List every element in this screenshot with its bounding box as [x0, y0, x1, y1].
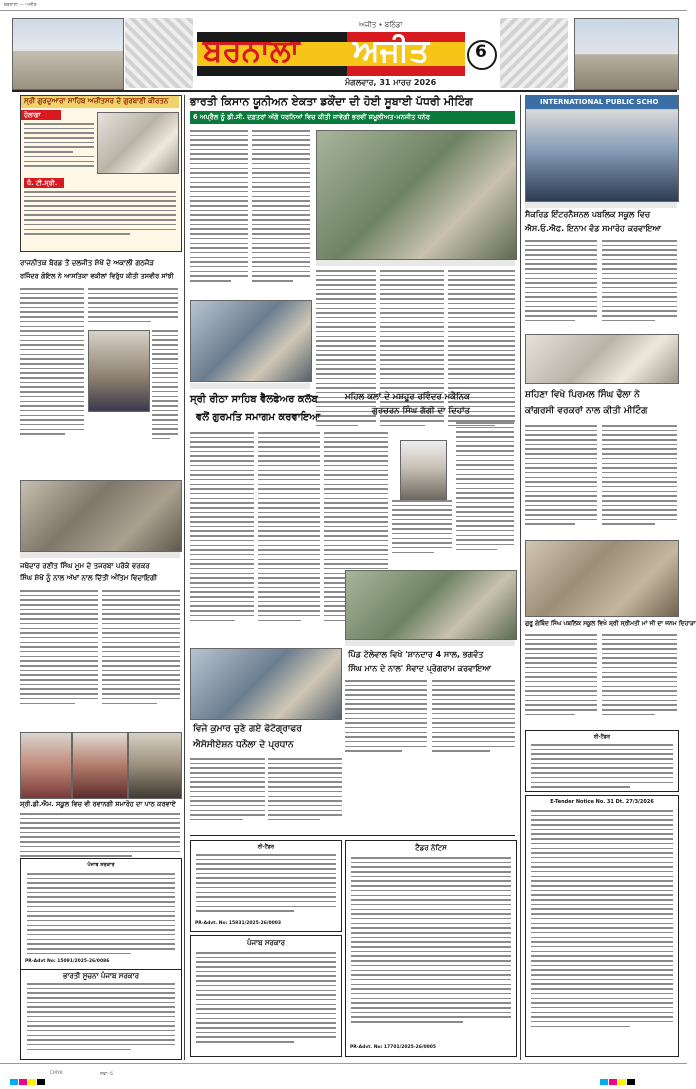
ad1-divider	[21, 969, 181, 970]
yellow-swatch	[28, 1079, 36, 1085]
rithe-headline-2: ਵਲੋਂ ਗੁਰਮਤਿ ਸਮਾਗਮ ਕਰਵਾਇਆ	[196, 412, 321, 423]
magenta-swatch-right	[609, 1079, 617, 1085]
masthead-ornament-left	[125, 18, 193, 88]
ad5-text	[531, 744, 673, 788]
congress-photo	[525, 540, 679, 617]
column-divider-2	[520, 95, 521, 1060]
ad2-title: ਪੰਜਾਬ ਸਰਕਾਰ	[246, 939, 285, 947]
page-number: 6	[475, 42, 487, 62]
vijay-headline-1: ਵਿਜੇ ਕੁਮਾਰ ਚੁਣੇ ਗਏ ਫੋਟੋਗ੍ਰਾਫਰ	[193, 724, 302, 734]
cyan-swatch-right	[600, 1079, 608, 1085]
main-meeting-photo	[316, 130, 517, 260]
yellow-swatch-right	[618, 1079, 626, 1085]
gurbani-box-text	[24, 191, 176, 246]
mehal-text-1	[392, 500, 452, 560]
cyan-swatch	[10, 1079, 18, 1085]
wedding-photo-1	[20, 732, 72, 799]
pind-text-2	[432, 680, 515, 760]
obituary-portrait	[400, 440, 447, 500]
funeral-caption	[20, 552, 180, 558]
main-headline: ਭਾਰਤੀ ਕਿਸਾਨ ਯੂਨੀਅਨ ਏਕਤਾ ਡਕੌਂਦਾ ਦੀ ਹੋਈ ਸੂਬਾਈ ਪੱਧਰੀ ਮੀਟਿੰਗ	[190, 95, 473, 108]
masthead-ornament-right	[500, 18, 568, 88]
pind-photo	[345, 570, 517, 640]
congress-headline-1: ਸ਼ਹਿਣਾ ਵਿਖੇ ਪਿਰਮਲ ਸਿੰਘ ਢੌਲਾ ਨੇ	[525, 390, 640, 400]
school-event-photo	[525, 334, 679, 384]
wedding-photo-2	[72, 732, 128, 799]
pind-text-1	[345, 680, 427, 760]
guru-headline: ਗੁਰੂ ਗੋਬਿੰਦ ਸਿੰਘ ਪਬਲਿਕ ਸਕੂਲ ਵਿਖੇ ਸ਼੍ਰੀ ਸ੍ਰੀਮਤੀ ਮਾਂ ਜੀ ਦਾ ਜਨਮ ਦਿਹਾੜਾ	[525, 620, 696, 627]
gurbani-subhead: ਹੋਲਾਗਾ	[24, 111, 41, 119]
guru-text-2	[602, 634, 677, 724]
school-text-1	[525, 240, 597, 330]
congress-text-1	[525, 425, 597, 535]
jathedar-headline: ਜਥੇਦਾਰ ਰਣੀਤ ਸਿੰਘ ਮੂਮ ਦੇ ਤਜਰਬਾ ਪਰੋਕੇ ਵਰਕਰ	[20, 562, 150, 570]
ad3-title: ਈ-ਟੈਂਡਰ	[257, 844, 275, 850]
mehal-headline-2: ਗੁਰਚਰਨ ਸਿੰਘ ਗੱਗੀ ਦਾ ਦਿਹਾਂਤ	[372, 406, 470, 416]
sekhon-text-2	[88, 288, 178, 326]
photographers-photo	[190, 648, 342, 720]
main-photo-caption	[316, 260, 515, 266]
ad6-title: E-Tender Notice No. 31 Dt. 27/3/2026	[550, 799, 654, 805]
footer-page-label: ਸਫਾ: 6	[100, 1072, 114, 1077]
footer-cmyk-label: CMYK	[50, 1071, 63, 1076]
vijay-headline-2: ਐਸੋਸੀਏਸ਼ਨ ਧਨੌਲਾ ਦੇ ਪ੍ਰਧਾਨ	[193, 740, 294, 750]
black-swatch-right	[627, 1079, 635, 1085]
ad-punjab-govt-2	[190, 935, 342, 1057]
ad1-text	[27, 873, 175, 958]
school-headline-2: ਐਸ.ਓ.ਐਫ. ਇਨਾਮ ਵੰਡ ਸਮਾਰੋਹ ਕਰਵਾਇਆ	[525, 224, 662, 233]
main-text-col-1	[190, 130, 248, 295]
supplement-label: ਅਜੀਤ • ਬਠਿੰਡਾ	[359, 21, 403, 29]
congress-text-2	[602, 425, 677, 535]
pind-headline-2: ਸਿੰਘ ਮਾਨ ਦੇ ਨਾਲ' ਸੰਵਾਦ ਪ੍ਰੋਗਰਾਮ ਕਰਵਾਇਆ	[348, 664, 492, 673]
sekhon-headline: ਰਾਜਨੀਤਕ ਬੋਰਡ ਤੋਂ ਦਲਜੀਤ ਸ਼ੇਖੋਂ ਦੇ ਅਕਾਲੀ ਗਠਜੋੜ	[20, 259, 154, 267]
sekhon-subhead: ਰਜਿੰਦਰ ਗੋਇਲ ਨੇ ਆਸਤਿਕਾ ਵਕੀਲਾਂ ਵਿਰੁੱਧ ਕੀਤੀ ਤਸਵੀਰ ਸਾਂਝੀ	[20, 272, 174, 280]
school-headline-1: ਸੈਕਰਿਡ ਇੰਟਰਨੈਸ਼ਨਲ ਪਬਲਿਕ ਸਕੂਲ ਵਿਚ	[525, 210, 651, 219]
pind-headline-1: ਪਿੰਡ ਟੱਲੇਵਾਲ ਵਿਖੇ 'ਸ਼ਾਨਦਾਰ 4 ਸਾਲ, ਭਗਵੰਤ	[348, 650, 484, 659]
sekhon-text	[20, 288, 84, 453]
school-text-2	[602, 240, 677, 330]
school-photo	[525, 95, 679, 202]
ad4-title: ਟੈਂਡਰ ਨੋਟਿਸ	[415, 844, 447, 852]
wedding-photo-3	[128, 732, 182, 799]
black-swatch	[37, 1079, 45, 1085]
main-text-col-2	[252, 130, 310, 295]
rithe-caption	[190, 383, 310, 389]
ad3-ref: PR-Advt. No: 15831/2025-26/0003	[195, 921, 282, 926]
main-subhead: 6 ਅਪ੍ਰੈਲ ਨੂੰ ਡੀ.ਸੀ. ਦਫ਼ਤਰਾਂ ਅੱਗੇ ਧਰਨਿਆਂ ਵਿਚ ਕੀਤੀ ਜਾਵੇਗੀ ਭਰਵੀਂ ਸ਼ਮੂਲੀਅਤ-ਮਨਜੀਤ ਧਨੇਰ	[193, 113, 431, 121]
mehal-text-2	[456, 422, 514, 567]
ad4-text	[351, 857, 511, 1037]
school-sign-text: INTERNATIONAL PUBLIC SCHO	[540, 98, 659, 106]
jathedar-text	[20, 590, 98, 722]
congress-headline-2: ਕਾਂਗਰਸੀ ਵਰਕਰਾਂ ਨਾਲ ਕੀਤੀ ਮੀਟਿੰਗ	[525, 406, 648, 416]
vijay-text-2	[268, 758, 342, 828]
guru-text-1	[525, 634, 597, 724]
funeral-photo	[20, 480, 182, 552]
ad3-text	[196, 854, 336, 916]
gurbani-photo	[97, 112, 179, 174]
gurbani-title: ਸ੍ਰੀ ਗੁਰਦੁਆਰਾ ਸਾਹਿਬ ਅਜ਼ੀਤਸਰ ਦੇ ਗੁਰਬਾਣੀ ਕੀਰਤਨ	[24, 97, 169, 105]
cmyk-bar	[10, 1070, 46, 1089]
column-divider-1	[184, 95, 185, 1060]
print-slug: ਬਰਨਾਲਾ — ਅਜੀਤ	[4, 3, 37, 8]
masthead-title-right: ਅਜੀਤ	[353, 33, 430, 69]
rithe-text-1	[190, 432, 254, 642]
gurdwara-photo	[12, 18, 124, 90]
right-header-photo	[574, 18, 679, 90]
ad2-text	[196, 952, 336, 1050]
masthead	[197, 20, 497, 88]
cmyk-bar-right	[600, 1070, 636, 1089]
sdm-text	[20, 813, 180, 853]
sekhon-text-3	[152, 330, 178, 455]
rithe-photo	[190, 300, 312, 382]
ad1-text-2	[27, 983, 175, 1053]
rithe-text-2	[258, 432, 320, 642]
crop-mark-top	[0, 0, 687, 11]
pind-caption	[345, 640, 515, 646]
ad1-ref: PR-Advt No: 15091/2025-26/0086	[25, 959, 110, 964]
ad1-title: ਪੰਜਾਬ ਸਰਕਾਰ	[87, 862, 115, 868]
ad1-subtitle: ਭਾਰਤੀ ਸੂਚਨਾ ਪੰਜਾਬ ਸਰਕਾਰ	[63, 972, 139, 980]
sekhon-portrait	[88, 330, 150, 412]
gurbani-text	[24, 123, 94, 175]
jathedar-headline-2: ਸਿੰਘ ਸ਼ੇਖੋਂ ਨੂੰ ਨਾਲ ਅੱਖਾਂ ਨਾਲ ਦਿੱਤੀ ਅੰਤਿਮ ਵਿਦਾਇਗੀ	[20, 574, 158, 582]
edition-date: ਮੰਗਲਵਾਰ, 31 ਮਾਰਚ 2026	[345, 78, 437, 87]
center-ad-rule	[190, 835, 515, 836]
ad-etender-2	[525, 730, 679, 792]
ad-punjab-govt-1	[20, 858, 182, 1060]
ad-tender-notice	[345, 840, 517, 1057]
school-caption	[525, 202, 677, 208]
ad4-ref: PR-Advt. No: 17701/2025-26/0005	[350, 1045, 437, 1050]
ad5-title: ਈ-ਟੈਂਡਰ	[593, 734, 611, 740]
sdm-headline: ਸ਼੍ਰੀ.ਡੀ.ਐਮ. ਸਕੂਲ ਵਿਚ ਵੀ ਰਵਾਨਗੀ ਸਮਾਰੋਹ ਦਾ ਪਾਠ ਕਰਵਾਏ	[20, 800, 176, 808]
rithe-headline-1: ਸ੍ਰੀ ਰੀਠਾ ਸਾਹਿਬ ਵੈੱਲਫੇਅਰ ਕਲੱਬ	[190, 394, 318, 405]
jathedar-text-2	[102, 590, 180, 722]
gurbani-box-label: ਧੰ. ਟੀ.ਸ੍ਰੀ.	[27, 179, 58, 187]
ad-etender-notice-31	[525, 795, 679, 1057]
header-rule	[12, 90, 677, 92]
mehal-headline-1: ਮਹਿਲ ਕਲਾਂ ਦੇ ਮਸ਼ਹੂਰ ਰਵਿੰਦਰ ਮਕੈਨਿਕ	[345, 392, 470, 402]
masthead-title-left: ਬਰਨਾਲਾ	[203, 33, 300, 69]
vijay-text-1	[190, 758, 265, 828]
footer-rule	[0, 1063, 687, 1064]
ad-etender-1	[190, 840, 342, 932]
magenta-swatch	[19, 1079, 27, 1085]
ad6-text	[531, 810, 673, 1050]
